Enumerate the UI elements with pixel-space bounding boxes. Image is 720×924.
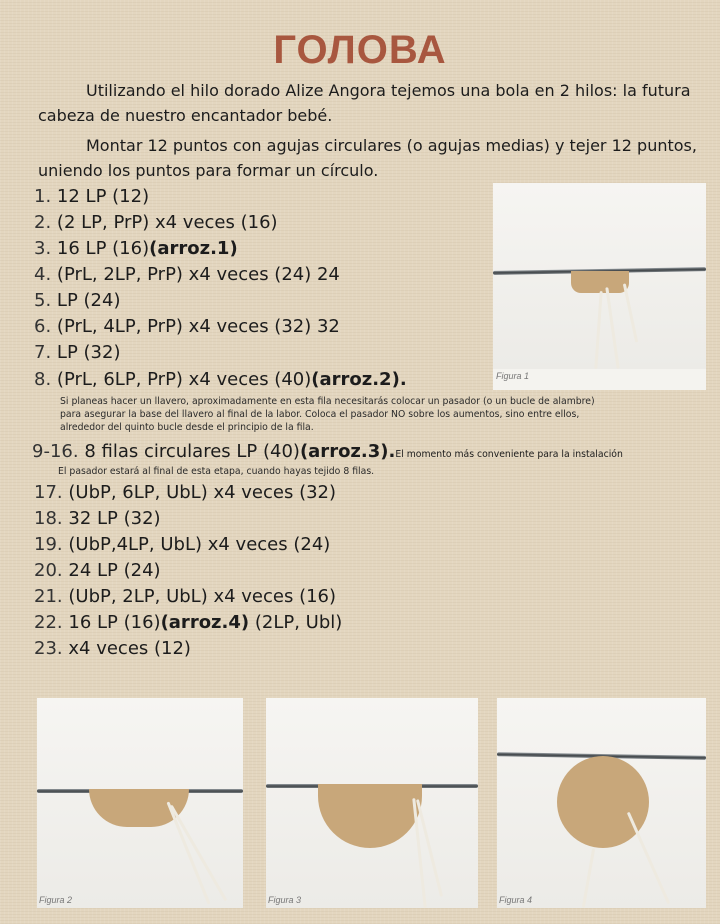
- step-row: [34, 508, 161, 529]
- figure-2-caption: Figura 2: [39, 895, 73, 905]
- step-text-after: .: [399, 369, 407, 390]
- figure-1-photo: [493, 183, 706, 369]
- step-text: 12 LP (12): [56, 186, 150, 207]
- step-text: LP (24): [56, 290, 121, 311]
- step-text: (2 LP, PrP) x4 veces (16): [56, 212, 278, 233]
- step-number: 17.: [34, 482, 63, 503]
- step-text: (UbP,4LP, UbL) x4 veces (24): [68, 534, 331, 555]
- note-rows-9-16: El pasador estará al final de esta etapa, cuando hayas tejido 8 filas.: [58, 466, 375, 477]
- step-row: [34, 238, 238, 259]
- figure-4-caption: Figura 4: [499, 895, 533, 905]
- knitted-piece: [557, 756, 649, 848]
- step-row: [34, 264, 340, 285]
- step-row: [34, 586, 336, 607]
- step-row: [34, 482, 336, 503]
- figure-reference: (arroz.2): [311, 369, 400, 390]
- step-text: 16 LP (16): [68, 612, 161, 633]
- yarn-strand: [594, 291, 602, 369]
- step-row: [32, 441, 623, 462]
- step-row: [34, 560, 161, 581]
- step-text: (UbP, 6LP, UbL) x4 veces (32): [68, 482, 337, 503]
- knitted-piece: [571, 271, 629, 293]
- figure-3-photo: [266, 698, 478, 908]
- yarn-strand: [167, 801, 211, 904]
- figure-reference: (arroz.1): [149, 238, 238, 259]
- note-row-8-line-2: para asegurar la base del llavero al final de la labor. Coloca el pasador NO sobre los aumentos, sino entre ellos,: [60, 409, 580, 420]
- step-text: (PrL, 2LP, PrP) x4 veces (24) 24: [56, 264, 340, 285]
- step-number: 7.: [34, 342, 52, 363]
- figure-reference: (arroz.3): [299, 441, 389, 462]
- step-number: 19.: [34, 534, 63, 555]
- step-text: (PrL, 4LP, PrP) x4 veces (32) 32: [56, 316, 340, 337]
- intro-paragraph-1: Utilizando el hilo dorado Alize Angora tejemos una bola en 2 hilos: la futura cabeza de nuestro encantador bebé.: [38, 81, 691, 125]
- step-row: [34, 342, 120, 363]
- step-text: x4 veces (12): [68, 638, 191, 659]
- step-text: (PrL, 6LP, PrP) x4 veces (40): [56, 369, 312, 390]
- step-number: 9-16.: [32, 441, 79, 462]
- step-number: 5.: [34, 290, 52, 311]
- step-number: 21.: [34, 586, 63, 607]
- step-number: 2.: [34, 212, 52, 233]
- step-inline-note: El momento más conveniente para la instalación: [395, 449, 623, 460]
- step-row: [34, 638, 191, 659]
- step-number: 6.: [34, 316, 52, 337]
- figure-3-caption: Figura 3: [268, 895, 302, 905]
- step-row: [34, 186, 149, 207]
- figure-4-photo: [497, 698, 706, 908]
- yarn-strand: [627, 812, 670, 905]
- step-text-after: (2LP, Ubl): [249, 612, 343, 633]
- yarn-strand: [623, 283, 638, 342]
- figure-1-caption: Figura 1: [496, 371, 530, 381]
- step-number: 22.: [34, 612, 63, 633]
- step-row: [34, 534, 330, 555]
- step-number: 18.: [34, 508, 63, 529]
- step-row: [34, 212, 278, 233]
- step-row: [34, 369, 407, 390]
- step-text-after: .: [388, 441, 396, 462]
- yarn-strand: [582, 848, 595, 908]
- yarn-strand: [605, 287, 619, 369]
- step-text: 32 LP (32): [68, 508, 161, 529]
- step-row: [34, 316, 340, 337]
- note-row-8-line-3: alrededor del quinto bucle desde el principio de la fila.: [60, 422, 314, 433]
- step-text: LP (32): [56, 342, 121, 363]
- step-number: 1.: [34, 186, 52, 207]
- yarn-strand: [170, 805, 228, 902]
- knitted-piece: [318, 784, 422, 848]
- note-row-8-line-1: Si planeas hacer un llavero, aproximadamente en esta fila necesitarás colocar un pasador (o un bucle de alambre): [60, 396, 595, 407]
- step-text: (UbP, 2LP, UbL) x4 veces (16): [68, 586, 337, 607]
- step-row: [34, 612, 342, 633]
- step-number: 4.: [34, 264, 52, 285]
- step-number: 20.: [34, 560, 63, 581]
- step-number: 8.: [34, 369, 52, 390]
- step-number: 3.: [34, 238, 52, 259]
- step-number: 23.: [34, 638, 63, 659]
- intro-paragraph-2: Montar 12 puntos con agujas circulares (o agujas medias) y tejer 12 puntos, uniendo los puntos para formar un círculo.: [38, 136, 697, 180]
- figure-2-photo: [37, 698, 243, 908]
- step-text: 24 LP (24): [68, 560, 161, 581]
- step-row: [34, 290, 120, 311]
- page-title: ГОЛОВА: [273, 28, 447, 72]
- step-text: 8 filas circulares LP (40): [84, 441, 300, 462]
- step-text: 16 LP (16): [56, 238, 150, 259]
- figure-reference: (arroz.4): [160, 612, 250, 633]
